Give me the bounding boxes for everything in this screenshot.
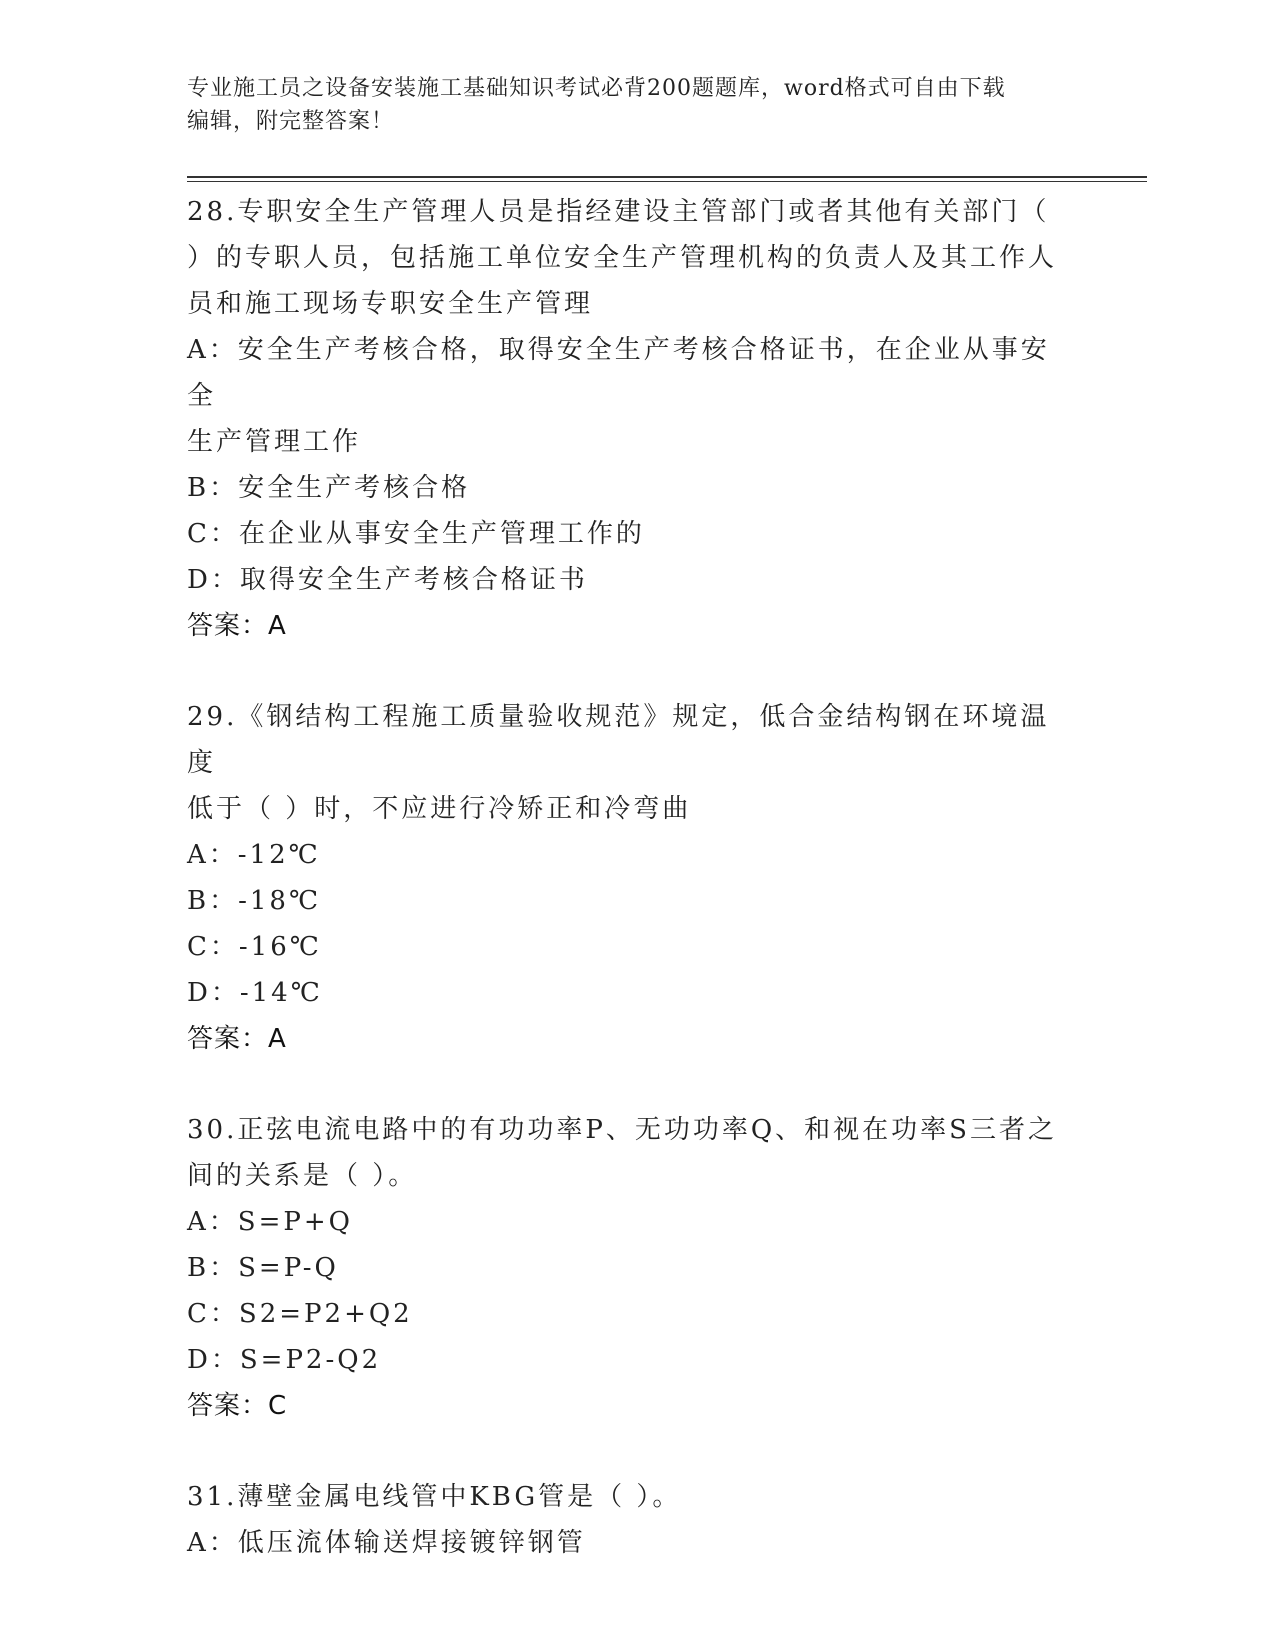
answer-label: 答案：C	[187, 1391, 288, 1421]
option-b: B：安全生产考核合格	[187, 473, 471, 503]
question-list	[187, 189, 1067, 1566]
question-stem-line: 31.薄壁金属电线管中KBG管是（ ）。	[187, 1482, 682, 1512]
header-divider-thick	[187, 176, 1147, 178]
question-stem-line: 间的关系是（ ）。	[187, 1161, 418, 1191]
option-c: C：S2=P2+Q2	[187, 1299, 413, 1329]
option-c: C：在企业从事安全生产管理工作的	[187, 519, 645, 549]
answer-label: 答案：A	[187, 611, 287, 641]
question-stem-line: 29.《钢结构工程施工质量验收规范》规定，低合金结构钢在环境温度	[187, 702, 1050, 778]
question-29	[187, 694, 1067, 1062]
answer-label: 答案：A	[187, 1024, 287, 1054]
question-stem-line: ）的专职人员，包括施工单位安全生产管理机构的负责人及其工作人	[187, 243, 1058, 273]
option-a: A：S=P+Q	[187, 1207, 353, 1237]
option-a: A：安全生产考核合格，取得安全生产考核合格证书，在企业从事安全	[187, 335, 1050, 411]
option-b: B：S=P-Q	[187, 1253, 339, 1283]
option-a: A：-12℃	[187, 840, 321, 870]
option-d: D：取得安全生产考核合格证书	[187, 565, 588, 595]
option-d: D：S=P2-Q2	[187, 1345, 382, 1375]
question-stem-line: 员和施工现场专职安全生产管理	[187, 289, 594, 319]
header-divider-thin	[187, 181, 1147, 182]
option-b: B：-18℃	[187, 886, 322, 916]
question-stem-line: 30.正弦电流电路中的有功功率P、无功功率Q、和视在功率S三者之	[187, 1115, 1057, 1145]
option-d: D：-14℃	[187, 978, 323, 1008]
question-31	[187, 1474, 1067, 1566]
question-stem-line: 28.专职安全生产管理人员是指经建设主管部门或者其他有关部门（	[187, 197, 1050, 227]
header-line-1: 专业施工员之设备安装施工基础知识考试必背200题题库，word格式可自由下载	[187, 76, 1006, 101]
document-header	[187, 72, 1087, 138]
header-line-2: 编辑，附完整答案！	[187, 109, 395, 134]
question-stem-line: 低于（ ）时，不应进行冷矫正和冷弯曲	[187, 794, 692, 824]
option-a-continued: 生产管理工作	[187, 427, 362, 457]
question-30	[187, 1107, 1067, 1429]
option-a: A：低压流体输送焊接镀锌钢管	[187, 1528, 586, 1558]
question-28	[187, 189, 1067, 649]
option-c: C：-16℃	[187, 932, 322, 962]
